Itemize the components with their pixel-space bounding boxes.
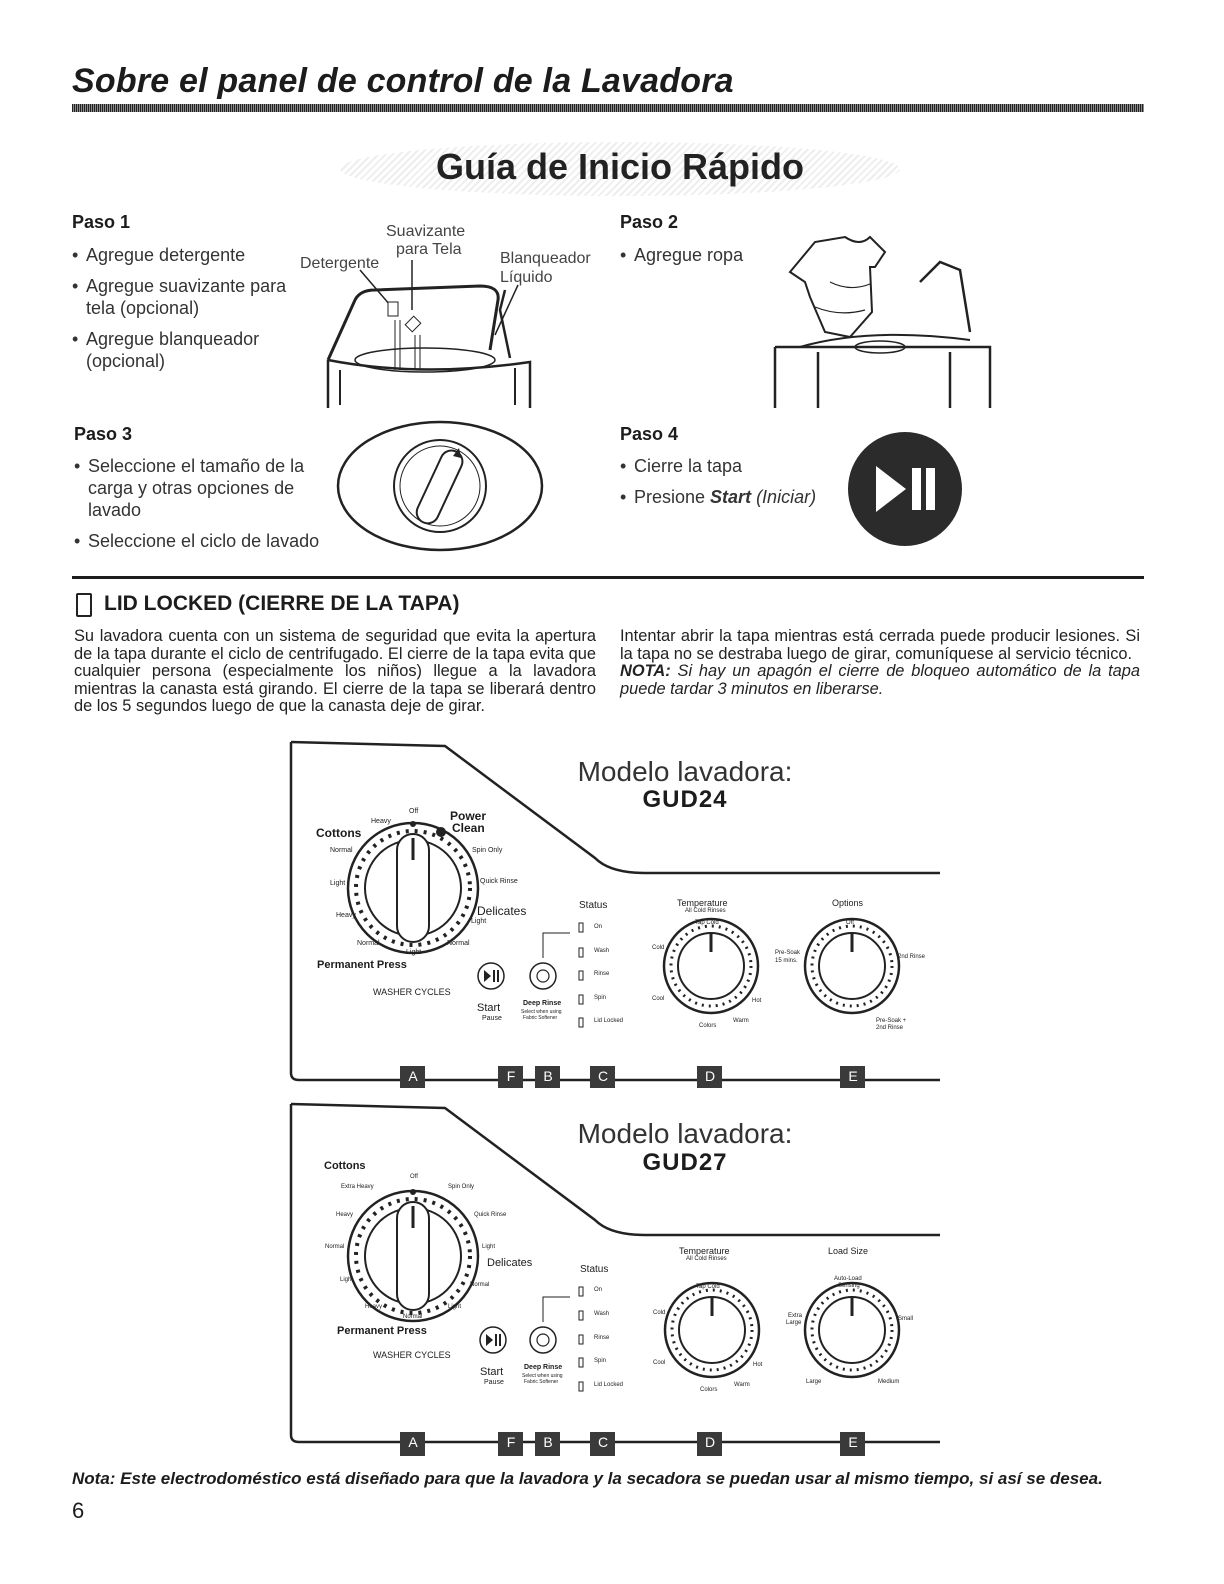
cycle2-light-left: Light [340,1277,354,1283]
cycle2-off: Off [410,1174,418,1180]
lid-locked-paragraph-right [620,628,1140,698]
cycle2-spin-only: Spin Only [448,1184,475,1190]
cycle-clean: Clean [452,821,485,835]
key2-c: C [597,1434,609,1450]
temp-colors: Colors [699,1023,717,1029]
options-pre-soak: Pre-Soak [775,950,801,956]
cycle-normal-right: Normal [447,940,470,947]
deep-rinse-label: Deep Rinse [523,1000,562,1007]
bleach-label-1: Blanqueador [500,250,591,267]
status2-spin: Spin [594,1358,607,1364]
start-label: Start [477,1002,501,1014]
key-c: C [597,1068,609,1084]
lid-locked-paragraph-left: Su lavadora cuenta con un sistema de seguridad que evita la apertura de la tapa durante el ciclo de centrifugado. El cierre de la tapa evita que cualquier persona (especialmente los niños) llegue a la lavadora mientras la canasta está girando. El cierre de la tapa se liberará dentro de los 5 segundos luego de que la canasta deje de girar. [74,627,596,715]
step4-list [620,455,860,517]
page-title: Sobre el panel de control de la Lavadora [72,62,734,100]
note-label: NOTA: [620,662,671,680]
guide-title: Guía de Inicio Rápido [435,146,805,187]
cycle-delicates: Delicates [477,904,527,918]
cycle2-extra-heavy: Extra Heavy [341,1184,374,1190]
step1-item: • Agregue suavizante para tela (opcional) [72,275,312,319]
step1-item: • Agregue blanqueador (opcional) [72,328,312,372]
step2-list [620,244,780,275]
detergent-label: Detergente [300,255,380,272]
status-spin: Spin [594,995,607,1001]
note-text: Si hay un apagón el cierre de bloqueo automático de la tapa puede tardar 3 minutos en liberarse. [620,662,1140,698]
cycle2-heavy-bottom: Heavy [365,1304,383,1310]
washer-cycles-label-2: WASHER CYCLES [373,1350,451,1360]
play-pause-icon [846,430,964,548]
cycle-heavy-left: Heavy [336,912,356,919]
cycle-normal-bottom: Normal [357,940,380,947]
key-a: A [408,1068,418,1084]
step1-heading: Paso 1 [72,212,131,232]
cycle-off: Off [409,808,419,815]
options-title: Options [832,898,864,908]
temp2-tap-cold: Tap Cold [696,1284,720,1290]
cycle-permanent-press: Permanent Press [317,959,407,971]
panel2-model-label: Modelo lavadora: [577,1118,793,1149]
wash-cycle-dial[interactable] [348,823,478,953]
start-pause-button-2[interactable] [478,1326,508,1356]
options-2nd-rinse: 2nd Rinse [898,954,926,960]
load-extra-2: Large [786,1320,802,1326]
step3-heading: Paso 3 [74,424,133,444]
options-dial[interactable] [806,922,916,1022]
dial-illustration [335,418,545,554]
step4-item2-suffix: (Iniciar) [751,487,817,507]
step4-item: • Cierre la tapa [620,455,860,477]
lid-locked-subtitle: (CIERRE DE LA TAPA) [238,592,460,615]
cycle-light-bottom: Light [406,949,422,956]
cycle-light-right: Light [471,918,487,925]
start-word: Start [710,487,752,507]
status-rinse: Rinse [594,971,610,977]
cycle-spin-only: Spin Only [472,847,503,854]
load-auto-2: Sensing [838,1283,860,1289]
key-d: D [704,1068,716,1084]
status2-wash: Wash [594,1311,610,1317]
status2-on: On [594,1287,603,1293]
temp-cool: Cool [652,996,665,1002]
options-off: Off [846,920,854,926]
panel1-model: GUD24 [642,786,728,813]
status-title: Status [579,900,608,911]
panel1-model-label: Modelo lavadora: [577,756,793,787]
temperature-title: Temperature [677,898,728,908]
step4-heading: Paso 4 [620,424,679,444]
softener-label-1: Suavizante [386,223,466,240]
deep-rinse-label-2: Deep Rinse [524,1364,563,1371]
status2-lid-locked: Lid Locked [594,1382,624,1388]
load-extra-1: Extra [788,1313,803,1319]
cycle-power: Power [450,809,487,823]
key2-e: E [848,1434,858,1450]
cycle2-cottons: Cottons [324,1160,366,1172]
cycle2-normal-right: Normal [470,1282,490,1288]
key-e: E [848,1068,858,1084]
cycle-heavy-top: Heavy [371,818,391,825]
deep-rinse-sub1: Select when using [521,1009,562,1015]
deep-rinse-sub2-2: Fabric Softener [524,1379,559,1385]
cycle-normal-left: Normal [330,847,353,854]
status-title-2: Status [580,1264,609,1275]
options-mins: 15 mins. [775,958,798,964]
washer-cycles-label: WASHER CYCLES [373,987,451,997]
bleach-label-2: Líquido [500,269,553,286]
load-large: Large [806,1379,822,1385]
step2-item: • Agregue ropa [620,244,780,266]
pause-label-2: Pause [484,1379,504,1386]
panel2-model: GUD27 [642,1149,728,1176]
step4-item [620,486,860,508]
deep-rinse-button-2[interactable] [528,1326,558,1356]
step1-item: • Agregue detergente [72,244,312,266]
cycle-light-left: Light [330,880,346,887]
load-size-title: Load Size [828,1246,869,1256]
key-b: B [543,1068,553,1084]
lid-locked-heading [104,592,459,616]
pause-label: Pause [482,1015,502,1022]
temp2-cool: Cool [653,1360,666,1366]
lid-locked-warning: Intentar abrir la tapa mientras está cerrada puede producir lesiones. Si la tapa no se destraba luego de girar, comuníquese al servicio técnico. [620,627,1140,663]
key2-d: D [704,1434,716,1450]
cycle2-quick-rinse: Quick Rinse [474,1212,507,1218]
status-wash: Wash [594,948,610,954]
temperature-sub: All Cold Rinses [685,908,726,914]
status-lid-locked: Lid Locked [594,1018,624,1024]
temp2-hot: Hot [753,1362,763,1368]
status2-rinse: Rinse [594,1335,610,1341]
temp2-cold: Cold [653,1310,666,1316]
load-size-dial[interactable] [806,1282,916,1392]
step3-item: • Seleccione el tamaño de la carga y otras opciones de lavado [74,455,324,521]
step1-list [72,244,312,381]
cycle2-permanent-press: Permanent Press [337,1325,427,1337]
step3-item: • Seleccione el ciclo de lavado [74,530,324,552]
start-label-2: Start [480,1366,504,1378]
step4-item2-prefix: Presione [634,487,711,507]
cycle2-heavy-left: Heavy [336,1212,354,1218]
cycle2-delicates: Delicates [487,1257,533,1269]
deep-rinse-sub1-2: Select when using [522,1373,563,1379]
cycle2-light-right: Light [482,1244,496,1250]
key2-f: F [506,1434,516,1450]
step2-heading: Paso 2 [620,212,679,232]
temp-cold: Cold [652,945,665,951]
cycle2-normal-bottom: Normal [403,1314,423,1320]
options-combo-1: Pre-Soak + [876,1018,907,1024]
start-pause-button[interactable] [456,956,486,986]
temp-hot: Hot [752,998,762,1004]
temp-warm: Warm [733,1018,749,1024]
cycle2-normal-left: Normal [325,1244,345,1250]
temperature-title-2: Temperature [679,1246,730,1256]
key2-b: B [543,1434,553,1450]
load-auto-1: Auto-Load [834,1276,862,1282]
step3-list [74,455,324,561]
temp2-colors: Colors [700,1387,718,1393]
cycle-quick-rinse: Quick Rinse [480,878,518,885]
cycle-cottons: Cottons [316,826,362,840]
cycle2-light-bottom: Light [448,1304,462,1310]
add-clothes-illustration [770,222,1000,410]
load-medium: Medium [878,1379,900,1385]
washer-dispenser-illustration [300,260,560,410]
key-f: F [506,1068,516,1084]
lid-locked-indicator-icon [76,593,92,617]
key2-a: A [408,1434,418,1450]
temp-tap-cold: Tap Cold [695,920,719,926]
section-divider [72,576,1144,579]
wash-cycle-dial-2[interactable] [339,1198,469,1328]
page-number: 6 [72,1498,85,1523]
status-on: On [594,924,603,930]
lid-locked-title: LID LOCKED [104,592,233,615]
title-rule [72,104,1144,112]
deep-rinse-button[interactable] [528,956,558,986]
deep-rinse-sub2: Fabric Softener [523,1015,558,1021]
options-combo-2: 2nd Rinse [876,1025,904,1031]
softener-label-2: para Tela [396,241,462,258]
temp2-warm: Warm [734,1382,750,1388]
footnote: Nota: Este electrodoméstico está diseñado para que la lavadora y la secadora se puedan usar al mismo tiempo, si así se desea. [72,1469,1103,1488]
load-small: Small [898,1316,914,1322]
temperature-sub-2: All Cold Rinses [686,1256,727,1262]
